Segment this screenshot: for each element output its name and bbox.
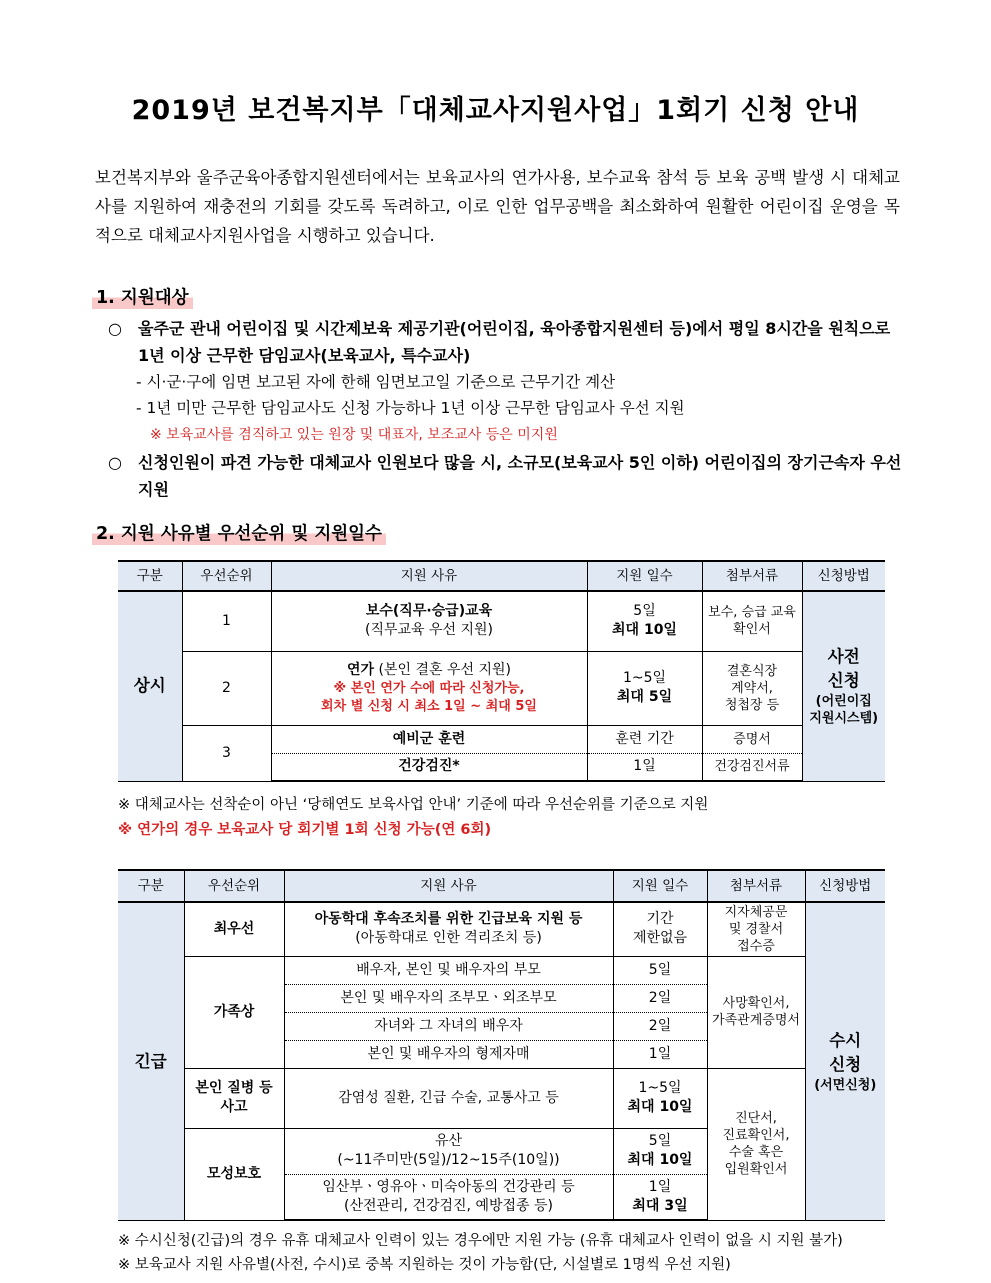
col-header-reason: 지원 사유 bbox=[271, 561, 587, 591]
days-value: 1일 bbox=[648, 1178, 672, 1195]
reason-cell bbox=[284, 1174, 613, 1220]
target-note: ※ 보육교사를 겸직하고 있는 원장 및 대표자, 보조교사 등은 미지원 bbox=[150, 427, 558, 443]
mid-note-1: ※ 대체교사는 선착순이 아닌 ‘당해연도 보육사업 안내’ 기준에 따라 우선순위를 기준으로 지원 bbox=[118, 797, 709, 813]
bottom-note-1: ※ 수시신청(긴급)의 경우 유휴 대체교사 인력이 있는 경우에만 지원 가능 (유휴 대체교사 인력이 없을 시 지원 불가) bbox=[118, 1233, 843, 1249]
docs-line: 지자체공문 bbox=[724, 904, 788, 920]
method-line-4: 지원시스템) bbox=[809, 711, 879, 727]
days-cell: 5일 bbox=[613, 956, 707, 984]
days-cell: 1일 bbox=[587, 753, 702, 781]
target-dash-2: - 1년 미만 근무한 담임교사도 신청 가능하나 1년 이상 근무한 담임교사 우선 지원 bbox=[136, 399, 685, 417]
docs-line: 진단서, bbox=[735, 1111, 777, 1126]
method-pre bbox=[802, 591, 885, 781]
reason-line: (산전관리, 건강검진, 예방접종 등) bbox=[344, 1197, 553, 1214]
reason-sub: (직무교육 우선 지원) bbox=[364, 622, 494, 639]
days-max: 최대 5일 bbox=[616, 689, 673, 705]
rank-cell: 1 bbox=[182, 591, 271, 651]
days-cell: 1일 bbox=[613, 1040, 707, 1068]
category-emergency: 긴급 bbox=[118, 902, 184, 1221]
circle-bullet-icon: ○ bbox=[108, 319, 122, 338]
days-cell bbox=[613, 1068, 707, 1128]
target-item-1-text: 울주군 관내 어린이집 및 시간제보육 제공기관(어린이집, 육아종합지원센터 등)에서 평일 8시간을 원칙으로 1년 이상 근무한 담임교사(보육교사, 특수교사) bbox=[138, 319, 891, 365]
reason-rest: (본인 결혼 우선 지원) bbox=[374, 661, 511, 678]
page-title: 2019년 보건복지부「대체교사지원사업」1회기 신청 안내 bbox=[131, 95, 860, 126]
docs-line: 및 경찰서 bbox=[728, 921, 784, 937]
method-line-3: (서면신청) bbox=[814, 1078, 877, 1093]
reason-red-note-2: 회차 별 신청 시 최소 1일 ~ 최대 5일 bbox=[321, 698, 537, 714]
col-header-reason: 지원 사유 bbox=[284, 870, 613, 902]
col-header-docs: 첨부서류 bbox=[707, 870, 805, 902]
days-max: 최대 3일 bbox=[632, 1197, 688, 1214]
docs-line: 수술 혹은 bbox=[728, 1145, 784, 1160]
bottom-note-2: ※ 보육교사 지원 사유별(사전, 수시)로 중복 지원하는 것이 가능함(단, 시설별로 1명씩 우선 지원) bbox=[118, 1257, 731, 1273]
reason-cell: 본인 및 배우자의 형제자매 bbox=[284, 1040, 613, 1068]
docs-cell: 건강검진서류 bbox=[702, 753, 802, 781]
reason-cell: 예비군 훈련 bbox=[271, 725, 587, 753]
days-cell: 훈련 기간 bbox=[587, 725, 702, 753]
col-header-category: 구분 bbox=[118, 561, 182, 591]
reason-main: 연가 bbox=[347, 661, 375, 678]
docs-line: 결혼식장 bbox=[726, 663, 778, 679]
reason-cell: 감염성 질환, 긴급 수술, 교통사고 등 bbox=[284, 1068, 613, 1128]
reason-cell bbox=[271, 651, 587, 725]
docs-cell bbox=[707, 1068, 805, 1220]
days-cell: 2일 bbox=[613, 984, 707, 1012]
docs-line: 입원확인서 bbox=[724, 1162, 788, 1177]
section1-heading: 1. 지원대상 bbox=[92, 284, 193, 309]
days-cell bbox=[613, 1128, 707, 1174]
method-line-1: 사전 bbox=[827, 647, 860, 667]
section2-heading: 2. 지원 사유별 우선순위 및 지원일수 bbox=[92, 520, 386, 545]
reason-cell: 배우자, 본인 및 배우자의 부모 bbox=[284, 956, 613, 984]
days-value: 1~5일 bbox=[638, 1080, 682, 1096]
docs-cell bbox=[707, 956, 805, 1068]
reason-line: (~11주미만(5일)/12~15주(10일)) bbox=[337, 1152, 560, 1168]
method-line-3: (어린이집 bbox=[815, 694, 872, 710]
days-cell bbox=[587, 591, 702, 651]
col-header-method: 신청방법 bbox=[805, 870, 885, 902]
circle-bullet-icon: ○ bbox=[108, 453, 122, 472]
reason-red-note-1: ※ 본인 연가 수에 따라 신청가능, bbox=[333, 680, 525, 696]
reason-cell bbox=[271, 591, 587, 651]
days-cell bbox=[613, 1174, 707, 1220]
intro-paragraph: 보건복지부와 울주군육아종합지원센터에서는 보육교사의 연가사용, 보수교육 참석 등 보육 공백 발생 시 대체교사를 지원하여 재충전의 기회를 갖도록 독려하고, 이로 인한 업무공백을 최소화하여 원활한 어린이집 운영을 목적으로 대체교사지원사업을 시행하고 있습니다. bbox=[95, 168, 900, 245]
docs-line: 진료확인서, bbox=[722, 1128, 790, 1143]
docs-cell bbox=[702, 651, 802, 725]
regular-support-table bbox=[118, 560, 885, 782]
reason-line: 유산 bbox=[434, 1133, 463, 1149]
days-value: 1~5일 bbox=[622, 670, 667, 686]
rank-line: 사고 bbox=[220, 1099, 248, 1115]
days-max: 최대 10일 bbox=[627, 1099, 693, 1115]
col-header-rank: 우선순위 bbox=[182, 561, 271, 591]
col-header-method: 신청방법 bbox=[802, 561, 885, 591]
col-header-category: 구분 bbox=[118, 870, 184, 902]
target-item-2-text: 신청인원이 파견 가능한 대체교사 인원보다 많을 시, 소규모(보육교사 5인 이하) 어린이집의 장기근속자 우선 지원 bbox=[138, 453, 902, 499]
rank-line: 본인 질병 등 bbox=[195, 1080, 273, 1096]
col-header-rank: 우선순위 bbox=[184, 870, 284, 902]
target-dash-1: - 시·군·구에 임면 보고된 자에 한해 임면보고일 기준으로 근무기간 계산 bbox=[136, 373, 616, 391]
reason-line: 임산부ㆍ영유아ㆍ미숙아동의 건강관리 등 bbox=[322, 1178, 575, 1195]
reason-cell: 건강검진* bbox=[271, 753, 587, 781]
col-header-days: 지원 일수 bbox=[587, 561, 702, 591]
rank-cell: 최우선 bbox=[184, 902, 284, 956]
days-max: 최대 10일 bbox=[627, 1152, 693, 1168]
method-line-1: 수시 bbox=[829, 1031, 862, 1050]
mid-note-2: ※ 연가의 경우 보육교사 당 회기별 1회 신청 가능(연 6회) bbox=[118, 822, 492, 838]
docs-cell: 보수, 승급 교육확인서 bbox=[702, 591, 802, 651]
reason-sub: (아동학대로 인한 격리조치 등) bbox=[355, 930, 542, 947]
col-header-docs: 첨부서류 bbox=[702, 561, 802, 591]
days-cell: 2일 bbox=[613, 1012, 707, 1040]
days-cell bbox=[613, 902, 707, 956]
days-value: 5일 bbox=[633, 603, 656, 620]
reason-cell: 자녀와 그 자녀의 배우자 bbox=[284, 1012, 613, 1040]
days-max: 최대 10일 bbox=[612, 622, 677, 639]
rank-cell bbox=[184, 1068, 284, 1128]
method-line-2: 신청 bbox=[827, 671, 860, 691]
days-line: 기간 bbox=[646, 911, 674, 928]
rank-cell: 모성보호 bbox=[184, 1128, 284, 1220]
docs-line: 계약서, bbox=[731, 680, 773, 696]
method-anytime bbox=[805, 902, 885, 1221]
reason-cell: 본인 및 배우자의 조부모ㆍ외조부모 bbox=[284, 984, 613, 1012]
target-item-2 bbox=[108, 449, 903, 503]
days-value: 5일 bbox=[648, 1133, 672, 1149]
docs-line: 청첩장 등 bbox=[724, 697, 780, 713]
category-regular: 상시 bbox=[118, 591, 182, 781]
target-item-1 bbox=[108, 315, 903, 369]
rank-cell: 가족상 bbox=[184, 956, 284, 1068]
docs-cell bbox=[707, 902, 805, 956]
docs-line: 가족관계증명서 bbox=[712, 1013, 800, 1028]
reason-main: 보수(직무·승급)교육 bbox=[365, 603, 493, 620]
days-line: 제한없음 bbox=[632, 930, 688, 947]
days-cell bbox=[587, 651, 702, 725]
docs-line: 접수증 bbox=[737, 938, 775, 954]
reason-main: 아동학대 후속조치를 위한 긴급보육 지원 등 bbox=[314, 911, 583, 928]
col-header-days: 지원 일수 bbox=[613, 870, 707, 902]
emergency-support-table bbox=[118, 869, 885, 1221]
reason-cell bbox=[284, 902, 613, 956]
docs-line: 사망확인서, bbox=[722, 996, 790, 1011]
rank-cell: 3 bbox=[182, 725, 271, 781]
rank-cell: 2 bbox=[182, 651, 271, 725]
method-line-2: 신청 bbox=[829, 1055, 862, 1074]
docs-cell: 증명서 bbox=[702, 725, 802, 753]
reason-cell bbox=[284, 1128, 613, 1174]
